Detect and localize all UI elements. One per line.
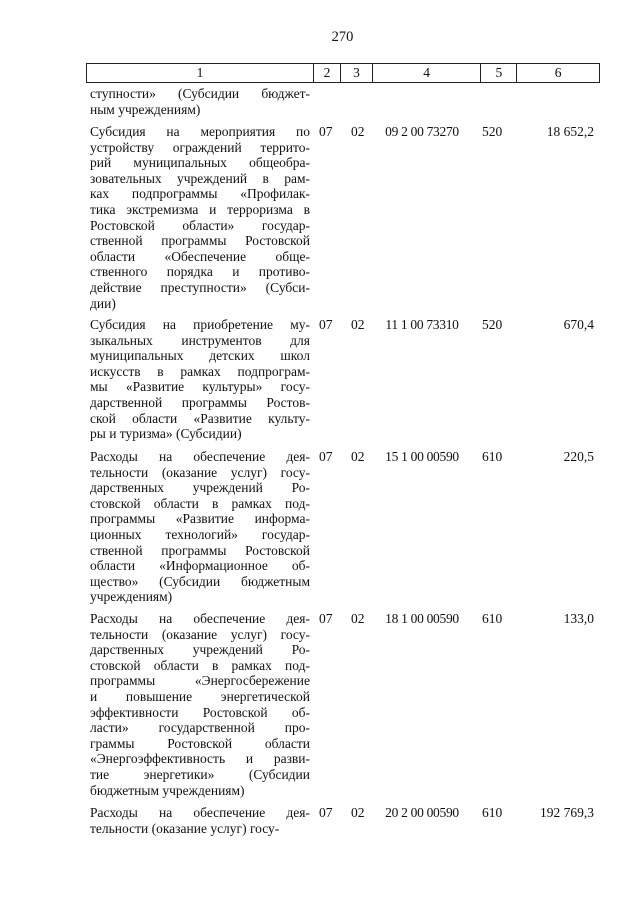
- description-line: искусств в рамках подпрограм-: [90, 363, 310, 379]
- description-line: дии): [90, 295, 116, 311]
- description-line: ской области «Развитие культу-: [90, 410, 310, 426]
- subsection-cell: 02: [351, 805, 365, 820]
- row-description: [90, 805, 310, 836]
- row-description: [90, 124, 310, 311]
- amount-cell: 670,4: [563, 317, 594, 332]
- expense-type-cell: 610: [482, 611, 503, 626]
- description-line: дарственных учреждений Ро-: [90, 642, 310, 658]
- description-line: устройству ограждений террито-: [90, 139, 310, 155]
- header-col-2: 2: [313, 64, 340, 82]
- header-col-3: 3: [340, 64, 372, 82]
- header-col-4: 4: [372, 64, 481, 82]
- description-line: Субсидия на мероприятия по: [90, 124, 310, 139]
- row-description: [90, 317, 310, 442]
- description-line: щество» (Субсидии бюджетным: [90, 573, 310, 589]
- description-line: действие преступности» (Субси-: [90, 279, 310, 295]
- description-line: дарственной программы Ростов-: [90, 394, 310, 410]
- description-line: Расходы на обеспечение дея-: [90, 805, 310, 820]
- description-line: «Энергоэффективность и разви-: [90, 751, 310, 767]
- subsection-cell: 02: [351, 449, 365, 464]
- description-line: ственного порядка и противо-: [90, 264, 310, 280]
- description-line: тие энергетики» (Субсидии: [90, 766, 310, 782]
- description-line: стовской области в рамках под-: [90, 657, 310, 673]
- description-line: ственной программы Ростовской: [90, 233, 310, 249]
- header-col-5: 5: [480, 64, 516, 82]
- row-description: [90, 86, 310, 117]
- description-line: Субсидия на приобретение му-: [90, 317, 310, 332]
- description-line: тика экстремизма и терроризма в: [90, 201, 310, 217]
- subsection-cell: 02: [351, 317, 365, 332]
- description-line: эффективности Ростовской об-: [90, 704, 310, 720]
- description-line: дарственных учреждений Ро-: [90, 480, 310, 496]
- description-line: области «Информационное об-: [90, 558, 310, 574]
- description-line: программы «Энергосбережение: [90, 673, 310, 689]
- description-line: Расходы на обеспечение дея-: [90, 449, 310, 464]
- description-line: ственной программы Ростовской: [90, 542, 310, 558]
- description-line: бюджетным учреждениям): [90, 782, 245, 798]
- target-article-cell: 15 1 00 00590: [385, 449, 459, 464]
- description-line: граммы Ростовской области: [90, 735, 310, 751]
- description-line: учреждениям): [90, 589, 173, 605]
- target-article-cell: 11 1 00 73310: [385, 317, 459, 332]
- expense-type-cell: 610: [482, 805, 503, 820]
- description-line: Ростовской области» государ-: [90, 217, 310, 233]
- amount-cell: 18 652,2: [546, 124, 594, 139]
- subsection-cell: 02: [351, 611, 365, 626]
- section-cell: 07: [319, 449, 333, 464]
- description-line: и повышение энергетической: [90, 688, 310, 704]
- description-line: тельности (оказание услуг) госу-: [90, 464, 310, 480]
- table-header: [86, 63, 600, 83]
- target-article-cell: 09 2 00 73270: [385, 124, 459, 139]
- description-line: рий муниципальных общеобра-: [90, 155, 310, 171]
- description-line: ках подпрограммы «Профилак-: [90, 186, 310, 202]
- amount-cell: 220,5: [563, 449, 594, 464]
- target-article-cell: 18 1 00 00590: [385, 611, 459, 626]
- description-line: программы «Развитие информа-: [90, 511, 310, 527]
- description-line: зовательных учреждений в рам-: [90, 170, 310, 186]
- expense-type-cell: 520: [482, 124, 503, 139]
- expense-type-cell: 610: [482, 449, 503, 464]
- section-cell: 07: [319, 611, 333, 626]
- description-line: тельности (оказание услуг) госу-: [90, 626, 310, 642]
- description-line: стовской области в рамках под-: [90, 495, 310, 511]
- row-description: [90, 611, 310, 798]
- header-col-6: 6: [516, 64, 599, 82]
- description-line: области «Обеспечение обще-: [90, 248, 310, 264]
- target-article-cell: 20 2 00 00590: [385, 805, 459, 820]
- description-line: муниципальных детских школ: [90, 348, 310, 364]
- amount-cell: 192 769,3: [540, 805, 594, 820]
- description-line: зыкальных инструментов для: [90, 332, 310, 348]
- description-line: ры и туризма» (Субсидии): [90, 426, 242, 442]
- description-line: мы «Развитие культуры» госу-: [90, 379, 310, 395]
- amount-cell: 133,0: [563, 611, 594, 626]
- description-line: ступности» (Субсидии бюджет-: [90, 86, 310, 101]
- section-cell: 07: [319, 124, 333, 139]
- header-col-1: 1: [196, 65, 204, 80]
- subsection-cell: 02: [351, 124, 365, 139]
- expense-type-cell: 520: [482, 317, 503, 332]
- description-line: ционных технологий» государ-: [90, 526, 310, 542]
- description-line: ным учреждениям): [90, 101, 201, 117]
- page-number: 270: [331, 29, 354, 45]
- description-line: Расходы на обеспечение дея-: [90, 611, 310, 626]
- section-cell: 07: [319, 317, 333, 332]
- section-cell: 07: [319, 805, 333, 820]
- description-line: ласти» государственной про-: [90, 720, 310, 736]
- description-line: тельности (оказание услуг) госу-: [90, 820, 280, 836]
- row-description: [90, 449, 310, 605]
